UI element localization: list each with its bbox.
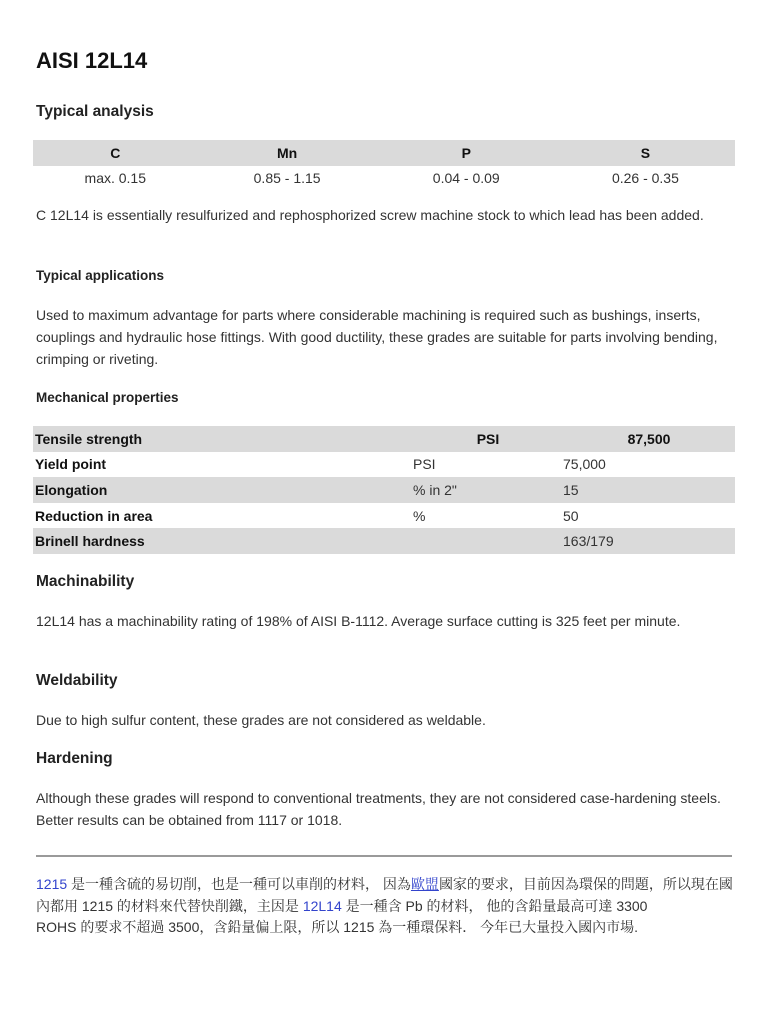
- composition-col-mn: Mn: [198, 140, 377, 166]
- composition-header-row: [33, 140, 735, 166]
- chinese-note: [36, 874, 736, 939]
- property-name: Tensile strength: [33, 426, 413, 452]
- note-text-part3: 是一種含 Pb 的材料， 他的含鉛量最高可達 3300: [341, 897, 648, 914]
- hardening-heading: Hardening: [36, 750, 113, 767]
- property-unit: [413, 528, 563, 554]
- mechanical-row: [33, 503, 735, 529]
- property-name: Elongation: [33, 477, 413, 503]
- composition-col-c: C: [33, 140, 198, 166]
- mechanical-row: [33, 528, 735, 554]
- composition-value-mn: 0.85 - 1.15: [253, 170, 321, 187]
- composition-value-row: [33, 166, 735, 192]
- composition-table: [33, 140, 735, 191]
- property-value: 87,500: [563, 426, 735, 452]
- composition-value-s: 0.26 - 0.35: [611, 170, 679, 187]
- typical-analysis-heading: Typical analysis: [36, 103, 154, 120]
- composition-col-s: S: [556, 140, 735, 166]
- property-value: 75,000: [563, 456, 606, 473]
- section-divider: [36, 855, 732, 857]
- typical-applications-heading: Typical applications: [36, 268, 165, 283]
- note-text-part2: 國家的要求，目前因為環保的問題，所以現在國內都用 1215 的材料來代替快削鐵，主因是: [36, 876, 733, 914]
- composition-col-p: P: [377, 140, 556, 166]
- property-value: 15: [563, 477, 735, 503]
- page-title: AISI 12L14: [36, 48, 148, 73]
- link-eu[interactable]: 歐盟: [410, 876, 439, 892]
- hardening-text: Although these grades will respond to conventional treatments, they are not considered case-hardening steels. Better results can be obtained from 1117 or 1018.: [36, 790, 721, 828]
- mechanical-properties-heading: Mechanical properties: [36, 390, 179, 405]
- mechanical-properties-table: [33, 426, 735, 554]
- mechanical-row: [33, 426, 735, 452]
- property-name: Brinell hardness: [33, 528, 413, 554]
- note-text-part1: 是一種含硫的易切削，也是一種可以車削的材料， 因為: [67, 876, 411, 892]
- weldability-text: Due to high sulfur content, these grades are not considered as weldable.: [36, 712, 486, 728]
- property-unit: % in 2": [413, 477, 563, 503]
- machinability-heading: Machinability: [36, 573, 135, 590]
- property-name: Yield point: [35, 456, 107, 473]
- property-name: Reduction in area: [35, 507, 153, 524]
- property-value: 163/179: [563, 528, 735, 554]
- machinability-text: 12L14 has a machinability rating of 198% of AISI B-1112. Average surface cutting is 325 feet per minute.: [36, 613, 681, 629]
- property-unit: PSI: [413, 456, 436, 473]
- weldability-heading: Weldability: [36, 672, 118, 689]
- mechanical-row: [33, 452, 735, 478]
- mechanical-row: [33, 477, 735, 503]
- description-text: C 12L14 is essentially resulfurized and rephosphorized screw machine stock to which lead has been added.: [36, 207, 704, 223]
- note-text-line2: ROHS 的要求不超過 3500，含鉛量偏上限，所以 1215 為一種環保料． 今年已大量投入國內市場.: [36, 919, 639, 935]
- property-unit: %: [413, 507, 426, 524]
- applications-text: Used to maximum advantage for parts where considerable machining is required such as bushings, inserts, couplings and hydraulic hose fittings. With good ductility, these grades are suitable for parts involving bending, crimping or riveting.: [36, 307, 718, 367]
- composition-value-c: max. 0.15: [84, 170, 147, 187]
- property-value: 50: [563, 507, 579, 524]
- link-12l14[interactable]: 12L14: [302, 897, 342, 914]
- link-1215[interactable]: 1215: [36, 876, 68, 892]
- property-unit: PSI: [413, 426, 563, 452]
- composition-value-p: 0.04 - 0.09: [432, 170, 500, 187]
